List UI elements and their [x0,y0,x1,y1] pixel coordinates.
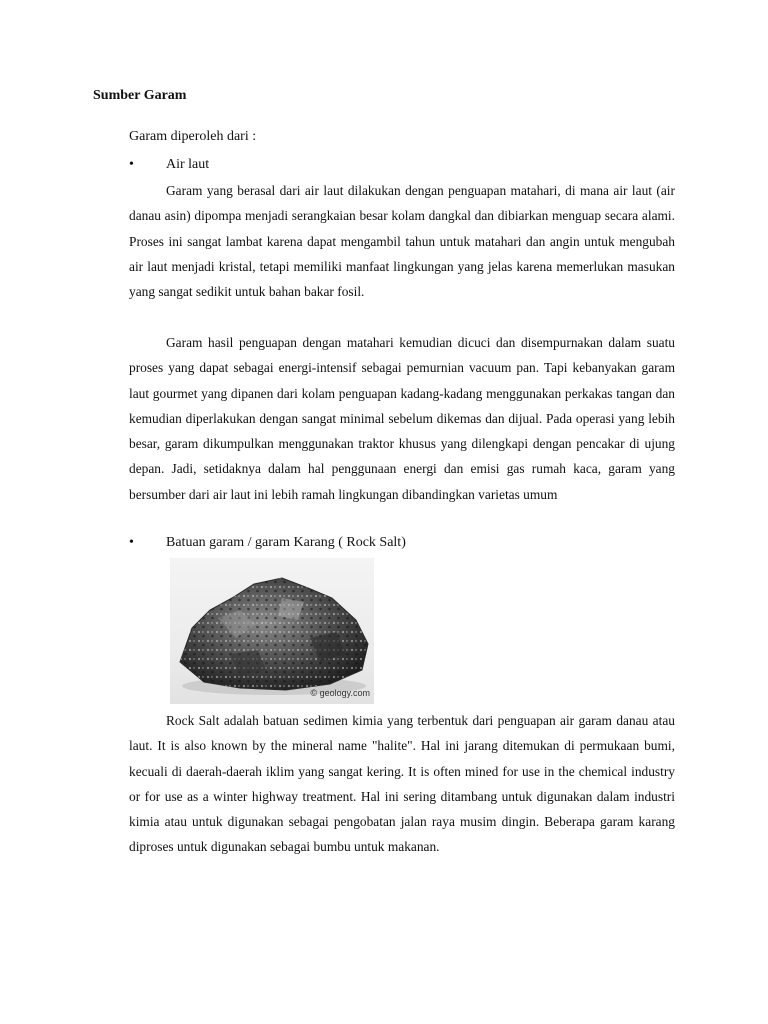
paragraph-air-laut-2: Garam hasil penguapan dengan matahari kemudian dicuci dan disempurnakan dalam suatu proses yang dapat sebagai energi-intensif sebagai pemurnian vacuum pan. Tapi kebanyakan garam laut gourmet yang dipanen dari kolam penguapan kadang-kadang menggunakan perkakas tangan dan kemudian diperlakukan dengan sangat minimal sebelum dikemas dan dijual. Pada operasi yang lebih besar, garam dikumpulkan menggunakan traktor khusus yang dilengkapi dengan pencakar di ujung depan. Jadi, setidaknya dalam hal penggunaan energi dan emisi gas rumah kaca, garam yang bersumber dari air laut ini lebih ramah lingkungan dibandingkan varietas umum [129,335,675,502]
paragraph-air-laut-1: Garam yang berasal dari air laut dilakukan dengan penguapan matahari, di mana air laut (air danau asin) dipompa menjadi serangkaian besar kolam dangkal dan dibiarkan menguap secara alami. Proses ini sangat lambat karena dapat mengambil tahun untuk matahari dan angin untuk mengubah air laut menjadi kristal, tetapi memiliki manfaat lingkungan yang jelas karena memerlukan masukan yang sangat sedikit untuk bahan bakar fosil. [129,183,675,300]
bullet-icon: • [129,535,134,550]
rock-salt-image [170,558,374,704]
intro-text: Garam diperoleh dari : [129,129,257,144]
section-heading-air-laut: Air laut [166,157,210,172]
image-watermark: © geology.com [310,688,370,698]
rock-salt-illustration [170,558,374,704]
document-title: Sumber Garam [93,88,187,103]
bullet-icon: • [129,157,134,172]
paragraph-rock-salt: Rock Salt adalah batuan sedimen kimia yang terbentuk dari penguapan air garam danau atau laut. It is also known by the mineral name "halite". Hal ini jarang ditemukan di permukaan bumi, kecuali di daerah-daerah iklim yang sangat kering. It is often mined for use in the chemical industry or for use as a winter highway treatment. Hal ini sering ditambang untuk digunakan dalam industri kimia atau untuk digunakan sebagai pengobatan jalan raya musim dingin. Beberapa garam karang diproses untuk digunakan sebagai bumbu untuk makanan. [129,713,675,855]
section-heading-rock-salt: Batuan garam / garam Karang ( Rock Salt) [166,535,406,550]
